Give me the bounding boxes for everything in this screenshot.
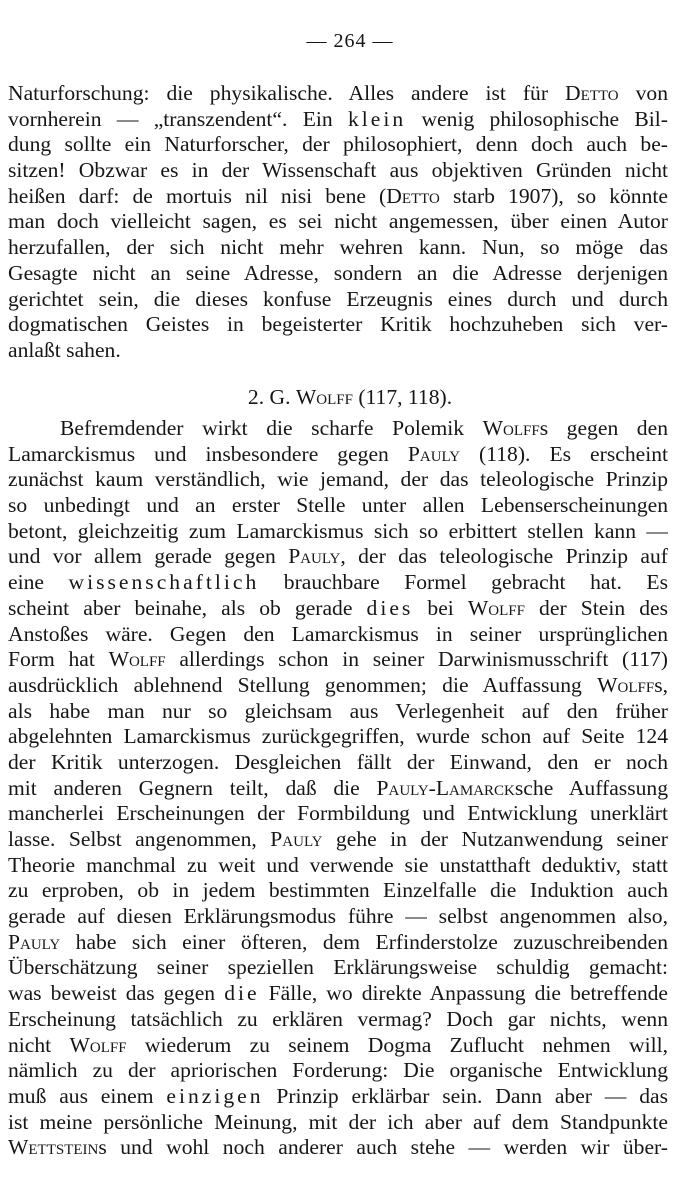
text-line: Pauly habe sich einer öfteren, dem Erfinderstolze zuzuschreibenden (8, 929, 668, 954)
text-line: was beweist das gegen die Fälle, wo direkte Anpassung die betreffende (8, 981, 668, 1006)
text-line: mancherlei Erscheinungen der Formbildung und Entwicklung unerklärt (8, 801, 668, 826)
text-line: heißen darf: de mortuis nil nisi bene (Detto starb 1907), so könnte (8, 183, 668, 208)
text-line: gerichtet sein, die dieses konfuse Erzeugnis eines durch und durch (8, 286, 668, 311)
text-line: Lamarckismus und insbesondere gegen Pauly (118). Es erscheint (8, 441, 668, 466)
text-line: so unbedingt und an erster Stelle unter allen Lebenserscheinungen (8, 493, 668, 518)
text-line: Naturforschung: die physikalische. Alles andere ist für Detto von (8, 81, 668, 105)
text-line: nämlich zu der apriorischen Forderung: Die organische Entwicklung (8, 1058, 668, 1083)
text-line: mit anderen Gegnern teilt, daß die Pauly-Lamarcksche Auffassung (8, 775, 668, 800)
text-line: scheint aber beinahe, als ob gerade dies bei Wolff der Stein des (8, 595, 668, 620)
text-line: lasse. Selbst angenommen, Pauly gehe in der Nutzanwendung seiner (8, 827, 669, 851)
text-line: abgelehnten Lamarckismus zurückgegriffen, wurde schon auf Seite 124 (8, 724, 668, 749)
text-line: Theorie manchmal zu weit und verwende sie unstatthaft deduktiv, statt (8, 852, 668, 877)
text-line: Gesagte nicht an seine Adresse, sondern an die Adresse derjenigen (8, 260, 668, 285)
text-line: Form hat Wolff allerdings schon in seiner Darwinismusschrift (117) (8, 647, 668, 672)
text-line: Erscheinung tatsächlich zu erklären vermag? Doch gar nichts, wenn (8, 1006, 668, 1031)
text-line: Befremdender wirkt die scharfe Polemik Wolffs gegen den (60, 416, 668, 440)
text-line: man doch vielleicht sagen, es sei nicht angemessen, über einen Autor (8, 209, 668, 234)
text-line: dung sollte ein Naturforscher, der philosophiert, denn doch auch be- (8, 132, 668, 157)
text-line: Wettsteins und wohl noch anderer auch stehe — werden wir über- (8, 1135, 668, 1160)
section-heading: 2. G. Wolff (117, 118). (247, 385, 453, 409)
text-line: sitzen! Obzwar es in der Wissenschaft aus objektiven Gründen nicht (8, 158, 668, 183)
text-line: ausdrücklich ablehnend Stellung genommen; die Auffassung Wolffs, (8, 672, 668, 697)
paragraph-wolff-polemic (8, 416, 668, 1161)
text-line: Anstoßes wäre. Gegen den Lamarckismus in seiner ursprünglichen (8, 621, 668, 646)
text-line: zunächst kaum verständlich, wie jemand, der das teleologische Prinzip (8, 467, 668, 492)
text-line: nicht Wolff wiederum zu seinem Dogma Zuflucht nehmen will, (8, 1032, 669, 1057)
text-line: zu erproben, ob in jedem bestimmten Einzelfalle die Induktion auch (8, 878, 668, 903)
paragraph-detto-critique (8, 81, 668, 364)
text-line: der Kritik unterzogen. Desgleichen fällt der Einwand, den er noch (8, 749, 668, 774)
text-line: herzufallen, der sich nicht mehr wehren kann. Nun, so möge das (8, 235, 668, 260)
text-line: eine wissenschaftlich brauchbare Formel gebracht hat. Es (8, 570, 668, 595)
text-line: betont, gleichzeitig zum Lamarckismus sich so erbittert stellen kann — (8, 518, 668, 543)
text-line: ist meine persönliche Meinung, mit der ich aber auf dem Standpunkte (8, 1109, 668, 1134)
text-line: vornherein — „transzendent“. Ein klein wenig philosophische Bil- (8, 106, 668, 131)
text-line: gerade auf diesen Erklärungsmodus führe — selbst angenommen also, (8, 904, 668, 929)
text-line: anlaßt sahen. (8, 337, 121, 362)
text-line: dogmatischen Geistes in begeisterter Kritik hochzuheben sich ver- (8, 312, 668, 337)
text-line: muß aus einem einzigen Prinzip erklärbar sein. Dann aber — das (8, 1083, 668, 1108)
page-number: — 264 — (306, 30, 394, 52)
text-line: und vor allem gerade gegen Pauly, der das teleologische Prinzip auf (8, 544, 668, 569)
text-line: Überschätzung seiner speziellen Erklärungsweise schuldig gemacht: (8, 955, 668, 980)
text-line: als habe man nur so gleichsam aus Verlegenheit auf den früher (8, 698, 668, 723)
